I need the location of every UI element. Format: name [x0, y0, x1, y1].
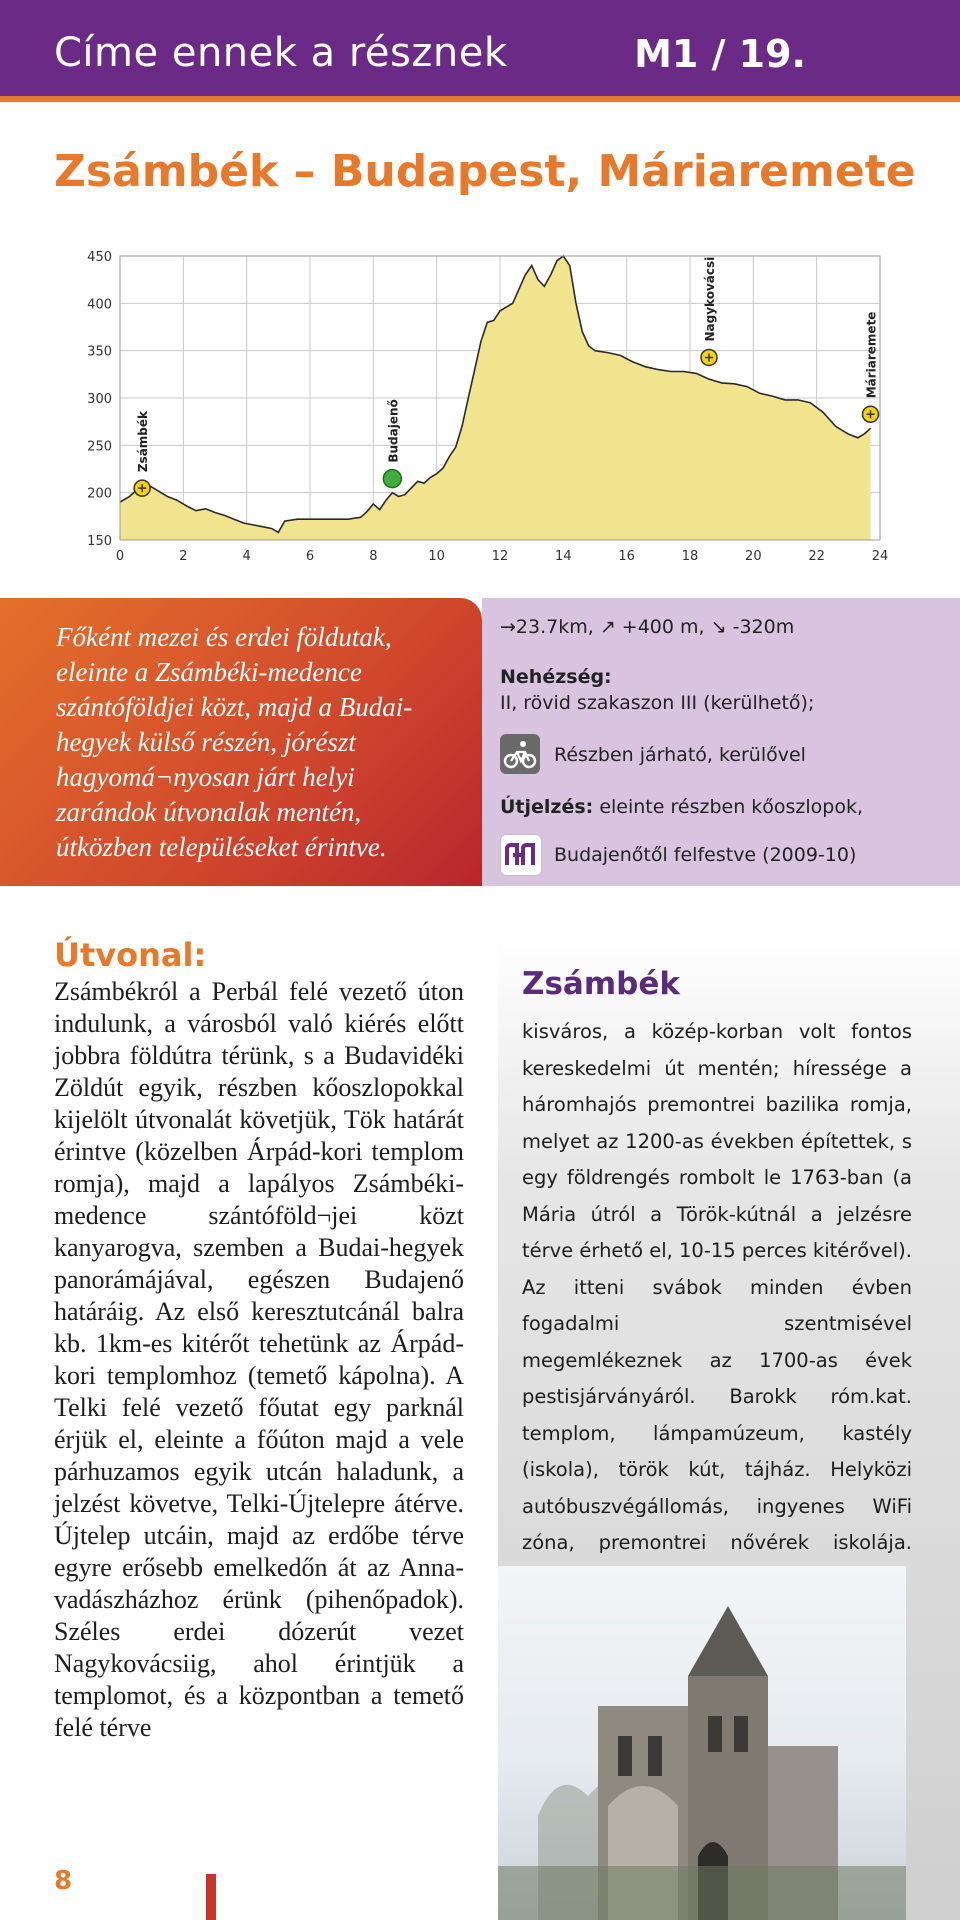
x-tick-label: 20	[745, 549, 762, 564]
arrow-right-icon: →	[500, 616, 516, 638]
route-body: Zsámbékról a Perbál felé vezető úton indulunk, a városból való kiérés előtt jobbra földútra térünk, s a Budavidéki Zöldút egyik, részben kőoszlopokkal kijelölt útvonalát követjük, Tök határát érintve (közelben Árpád-kori templom romja), majd a lapályos Zsámbéki-medence szántóföld¬jei közt kanyarogva, szemben a Budai-hegyek panorámájával, egészen Budajenő határáig. Az első keresztutcánál balra kb. 1km-es kitérőt tehetünk az Árpád-kori templomhoz (temető kápolna). A Telki felé vezető főutat egy parknál érjük el, eleinte a főúton majd a vele párhuzamos egyik utcán haladunk, a jelzést követve, Telki-Újtelepre átérve. Újtelep utcáin, majd az erdőbe térve egyre erősebb emelkedőn át az Anna-vadászházhoz érünk (pihenőpadok). Széles erdei dózerút vezet Nagykovácsiig, ahol érintjük a templomot, és a központban a temető felé térve	[54, 977, 464, 1742]
ascent-value: +400 m,	[621, 616, 705, 638]
waypoint-label: Zsámbék	[136, 410, 151, 473]
y-tick-label: 200	[87, 486, 112, 502]
x-tick-label: 22	[808, 549, 825, 564]
marking-icon-text: Budajenőtől felfestve (2009-10)	[554, 844, 857, 866]
town-body: kisváros, a közép-korban volt fontos kereskedelmi út mentén; híressége a háromhajós premontrei bazilika romja, melyet az 1200-as években építettek, s egy földrengés rombolt le 1763-ban (a Mária útról a Török-kútnál a jelzésre térve érhető el, 10-15 perces kitérővel). Az itteni svábok minden évben fogadalmi szentmisével megemlékeznek az 1700-as évek pestisjárványáról. Barokk róm.kat. templom, lámpamúzeum, kastély (iskola), török kút, tájház. Helyközi autóbuszvégállomás, ingyenes WiFi zóna, premontrei nővérek iskolája.	[522, 1020, 912, 1554]
header-divider	[0, 96, 960, 102]
marking-row	[500, 796, 863, 818]
page-reference: M1 / 19.	[634, 32, 806, 76]
distance-row	[500, 616, 794, 638]
arrow-up-icon: ↗	[599, 616, 616, 638]
x-tick-label: 18	[681, 549, 699, 564]
route-heading: Útvonal:	[54, 936, 207, 974]
x-tick-label: 2	[179, 549, 188, 564]
x-tick-label: 12	[491, 549, 509, 564]
marking-label: Útjelzés:	[500, 796, 594, 818]
waypoint-marker	[383, 470, 401, 488]
x-tick-label: 10	[428, 549, 445, 564]
arrow-down-icon: ↘	[710, 616, 727, 638]
bike-text: Részben járható, kerülővel	[554, 744, 806, 766]
difficulty-row	[500, 666, 612, 688]
descent-value: -320m	[732, 616, 795, 638]
y-tick-label: 350	[87, 344, 112, 360]
y-tick-label: 250	[87, 439, 112, 455]
section-title: Címe ennek a résznek	[54, 30, 508, 76]
header-bar	[0, 0, 960, 96]
y-tick-label: 450	[87, 250, 112, 265]
waypoint-label: Budajenő	[386, 399, 401, 463]
intro-box	[0, 598, 482, 886]
route-title: Zsámbék – Budapest, Máriaremete	[54, 146, 916, 197]
bicycle-icon	[500, 734, 540, 774]
y-tick-label: 400	[87, 297, 112, 313]
waypoint-label: Nagykovácsi	[703, 256, 717, 342]
basilica-ruin-photo	[498, 1566, 906, 1920]
x-tick-label: 6	[305, 549, 315, 564]
intro-text: Főként mezei és erdei földutak, eleinte a Zsámbéki-medence szántóföldjei közt, majd a Budai-hegyek külső részén, jórészt hagyomá¬nyosan járt helyi zarándok útvonalak mentén, útközben településeket érintve.	[56, 622, 413, 862]
trail-mark-icon	[500, 834, 542, 876]
x-tick-label: 0	[115, 549, 125, 564]
difficulty-label: Nehézség:	[500, 666, 612, 688]
y-tick-label: 300	[87, 392, 112, 407]
x-tick-label: 24	[871, 549, 889, 564]
town-heading: Zsámbék	[522, 966, 680, 1002]
stats-box	[482, 598, 960, 886]
page-number: 8	[54, 1866, 73, 1896]
x-tick-label: 14	[555, 549, 572, 564]
x-tick-label: 16	[618, 549, 635, 564]
x-tick-label: 4	[242, 549, 251, 564]
elevation-profile-chart	[70, 240, 900, 580]
x-tick-label: 8	[369, 549, 378, 564]
marking-value: eleinte részben kőoszlopok,	[599, 796, 864, 818]
footer-accent-bar	[206, 1874, 216, 1920]
waypoint-label: Máriaremete	[864, 311, 879, 399]
y-tick-label: 150	[87, 534, 112, 549]
difficulty-value: II, rövid szakaszon III (kerülhető);	[500, 692, 815, 714]
distance-value: 23.7km,	[515, 616, 594, 638]
